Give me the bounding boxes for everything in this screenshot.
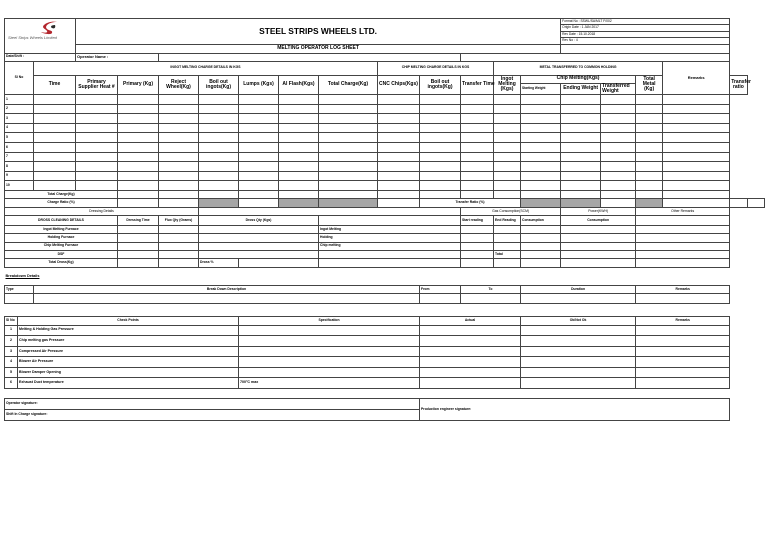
col-time: Time — [34, 75, 76, 95]
check-label: Exhaust Duct temperature — [18, 378, 239, 389]
col-boil-chip: Boil out ingots(Kg) — [420, 75, 461, 95]
check-number: 6 — [5, 378, 18, 389]
dressing-details-header: Dressing Details — [5, 207, 199, 215]
col-starting-weight: Starting Weight — [521, 83, 561, 95]
logo-caption: Steel Strips Wheels Limited — [8, 35, 57, 40]
row-number: 6 — [5, 143, 34, 153]
col-transferred-weight: Transferred Weight — [601, 83, 636, 95]
ok-not-ok-header: Ok/Not Ok — [521, 317, 636, 325]
check-number: 5 — [5, 367, 18, 378]
gas-total-label: Total — [494, 250, 521, 258]
checkpoints-header: Check Points — [18, 317, 239, 325]
document-meta — [561, 19, 730, 45]
gas-row-label: Chip melting — [319, 242, 461, 250]
table-row — [5, 95, 765, 105]
company-logo-icon — [35, 21, 65, 35]
rev-date: Rev Date : 15.10.2018 — [561, 32, 729, 38]
checkpoint-row — [5, 336, 765, 347]
dross-row-label: Ingot Melting Furnace — [5, 225, 118, 233]
checkpoint-row — [5, 325, 765, 336]
logo-area — [5, 19, 76, 54]
ingot-group-header: INGOT MELTING CHARGE DETAILS IN KGS — [34, 61, 378, 75]
row-number: 2 — [5, 104, 34, 114]
engineer-signature-label: Production engineer signature: — [420, 399, 730, 421]
dross-row-label: Total Dross(Kg) — [5, 259, 118, 267]
col-transfer-time: Transfer Time — [461, 75, 494, 95]
check-number: 2 — [5, 336, 18, 347]
dross-qty-header: Dross Qty (Kgs) — [199, 216, 319, 226]
dressing-time-header: Dressing Time — [118, 216, 159, 226]
breakdown-title: Breakdown Details — [5, 273, 40, 278]
consumption-header: Consumption — [521, 216, 561, 226]
gas-row-label: Ingot Melting — [319, 225, 461, 233]
col-ending-weight: Ending Weight — [561, 83, 601, 95]
dross-pct-label: Dross % — [199, 259, 239, 267]
operator-name-label: Operator Name : — [76, 53, 159, 61]
table-row — [5, 143, 765, 153]
table-row — [5, 133, 765, 143]
table-row — [5, 171, 765, 181]
main-form-table — [4, 18, 765, 421]
dross-cleaning-header: DROSS CLEANING DETAILS — [5, 216, 118, 226]
col-transfer-ratio: Transfer ratio — [730, 75, 747, 95]
log-sheet — [4, 18, 765, 421]
table-row — [5, 181, 765, 191]
end-reading-header: End Reading — [494, 216, 521, 226]
dross-row-label: DSF — [5, 250, 118, 258]
col-supplier: Primary Supplier Heat # — [76, 75, 118, 95]
col-ingot-melting: Ingot Melting (Kgs) — [494, 75, 521, 95]
checkpoint-row — [5, 367, 765, 378]
col-primary: Primary (Kg) — [118, 75, 159, 95]
operator-signature-label: Operator signature: — [5, 399, 420, 410]
check-number: 1 — [5, 325, 18, 336]
format-no: Format No : SSWL/SA/MLT F/002 — [561, 19, 729, 25]
table-row — [5, 104, 765, 114]
check-label: Blower Damper Opening — [18, 367, 239, 378]
chip-melting-header: Chip Melting(Kgs) — [521, 75, 636, 83]
row-number: 3 — [5, 114, 34, 124]
date-shift-label: Date/Shift : — [5, 53, 76, 61]
check-spec — [239, 346, 420, 357]
col-total-charge: Total Charge(Kg) — [319, 75, 378, 95]
metal-group-header: METAL TRANSFERRED TO COMMON HOLDING — [494, 61, 663, 75]
other-remarks-header: Other Remarks — [636, 207, 730, 215]
flux-qty-header: Flux Qty (Grams) — [159, 216, 199, 226]
table-row — [5, 123, 765, 133]
checkpoint-row — [5, 346, 765, 357]
operator-name-field[interactable] — [159, 53, 461, 61]
table-row — [5, 152, 765, 162]
row-number: 5 — [5, 133, 34, 143]
gas-row-label: Holding — [319, 234, 461, 242]
breakdown-to-header: To — [461, 285, 521, 293]
transfer-ratio-label: Transfer Ratio (%) — [420, 199, 521, 207]
row-number: 7 — [5, 152, 34, 162]
start-reading-header: Start reading — [461, 216, 494, 226]
sl-no-header: Sl No — [5, 61, 34, 95]
check-label: Chip melting gas Pressure — [18, 336, 239, 347]
shift-incharge-signature-label: Shift In Charge signature: — [5, 410, 420, 421]
check-label: Compressed Air Pressure — [18, 346, 239, 357]
chip-group-header: CHIP MELTING CHARGE DETAILS IN KGS — [378, 61, 494, 75]
table-row — [5, 294, 765, 304]
check-spec: 700°C max — [239, 378, 420, 389]
gas-consumption-header: Gas Consumption(SCM) — [461, 207, 561, 215]
total-charge-label: Total Charge(Kg) — [5, 191, 118, 199]
row-number: 1 — [5, 95, 34, 105]
col-total-metal: Total Metal (Kg) — [636, 75, 663, 95]
actual-header: Actual — [420, 317, 521, 325]
specification-header: Specification — [239, 317, 420, 325]
breakdown-from-header: From — [420, 285, 461, 293]
sheet-title: MELTING OPERATOR LOG SHEET — [76, 44, 561, 53]
power-header: Power(KWH) — [561, 207, 636, 215]
charge-ratio-label: Charge Ratio (%) — [5, 199, 118, 207]
check-number: 3 — [5, 346, 18, 357]
check-number: 4 — [5, 357, 18, 368]
company-name: STEEL STRIPS WHEELS LTD. — [76, 19, 561, 45]
dross-row-label: Holding Furnace — [5, 234, 118, 242]
check-spec — [239, 357, 420, 368]
checkpoint-row — [5, 357, 765, 368]
checkpoint-row — [5, 378, 765, 389]
breakdown-duration-header: Duration — [521, 285, 636, 293]
power-consumption-header: Consumption — [561, 216, 636, 226]
check-remarks-header: Remarks — [636, 317, 730, 325]
breakdown-description-header: Break Down Description — [34, 285, 420, 293]
check-spec — [239, 367, 420, 378]
check-spec — [239, 336, 420, 347]
check-spec — [239, 325, 420, 336]
breakdown-type-header: Type — [5, 285, 34, 293]
row-number: 10 — [5, 181, 34, 191]
col-boil-ingot: Boil out ingots(Kg) — [199, 75, 239, 95]
row-number: 4 — [5, 123, 34, 133]
col-al-flash: Al Flash(Kgs) — [279, 75, 319, 95]
remarks-header: Remarks — [663, 61, 730, 95]
table-row — [5, 162, 765, 172]
breakdown-remarks-header: Remarks — [636, 285, 730, 293]
rev-no: Rev No : 4 — [562, 38, 578, 43]
row-number: 8 — [5, 162, 34, 172]
col-lumps: Lumps (Kgs) — [239, 75, 279, 95]
dross-row-label: Chip Melting Furnace — [5, 242, 118, 250]
row-number: 9 — [5, 171, 34, 181]
check-sl-header: Sl No — [5, 317, 18, 325]
col-cnc: CNC Chips(Kgs) — [378, 75, 420, 95]
origin-date: Origin Date : 1 JAN 2017 — [561, 25, 729, 31]
col-reject: Reject Wheel(Kg) — [159, 75, 199, 95]
check-label: Melting & Holding Gas Pressure — [18, 325, 239, 336]
table-row — [5, 114, 765, 124]
check-label: Blower Air Pressure — [18, 357, 239, 368]
